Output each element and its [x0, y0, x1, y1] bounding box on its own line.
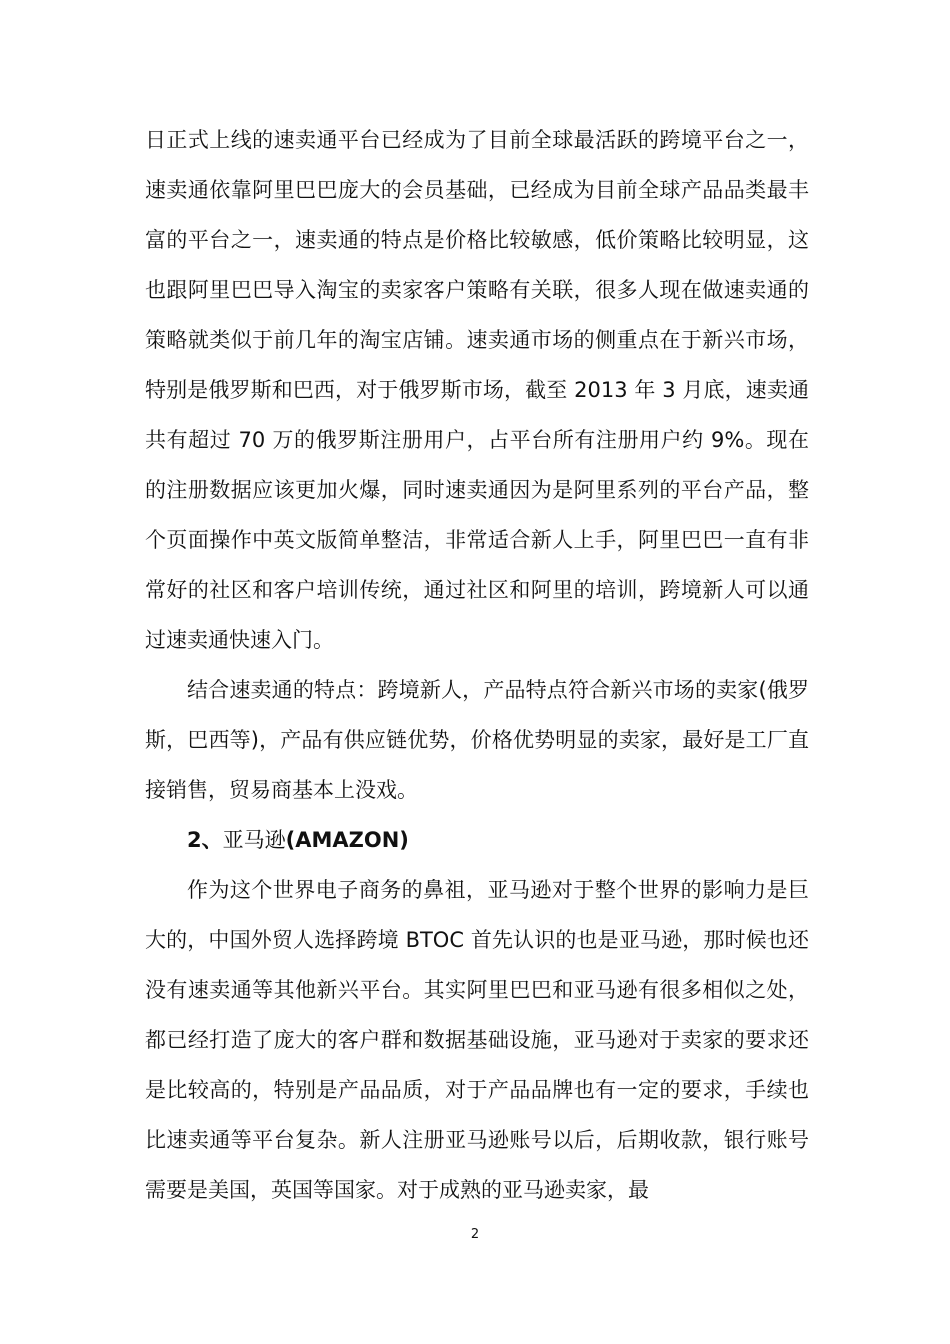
paragraph-sumaitong-intro: 日正式上线的速卖通平台已经成为了目前全球最活跃的跨境平台之一，速卖通依靠阿里巴巴庞大的会员基础，已经成为目前全球产品品类最丰富的平台之一，速卖通的特点是价格比较敏感，低价策略比较明显，这也跟阿里巴巴导入淘宝的卖家客户策略有关联，很多人现在做速卖通的策略就类似于前几年的淘宝店铺。速卖通市场的侧重点在于新兴市场，特别是俄罗斯和巴西，对于俄罗斯市场，截至 2013 年 3 月底，速卖通共有超过 70 万的俄罗斯注册用户，占平台所有注册用户约 9%。现在的注册数据应该更加火爆，同时速卖通因为是阿里系列的平台产品，整个页面操作中英文版简单整洁，非常适合新人上手，阿里巴巴一直有非常好的社区和客户培训传统，通过社区和阿里的培训，跨境新人可以通过速卖通快速入门。 [145, 128, 809, 652]
section-heading-amazon [145, 815, 809, 865]
heading-title-cn: 亚马逊 [222, 828, 286, 852]
page-body [145, 115, 809, 1215]
page-number: 2 [470, 1227, 480, 1242]
heading-number: 2、 [187, 828, 223, 852]
heading-title-en: (AMAZON) [285, 828, 409, 852]
paragraph-sumaitong-summary: 结合速卖通的特点：跨境新人，产品特点符合新兴市场的卖家(俄罗斯，巴西等)，产品有供应链优势，价格优势明显的卖家，最好是工厂直接销售，贸易商基本上没戏。 [145, 678, 809, 802]
paragraph-amazon-intro: 作为这个世界电子商务的鼻祖，亚马逊对于整个世界的影响力是巨大的，中国外贸人选择跨境 BTOC 首先认识的也是亚马逊，那时候也还没有速卖通等其他新兴平台。其实阿里巴巴和亚马逊有很多相似之处，都已经打造了庞大的客户群和数据基础设施，亚马逊对于卖家的要求还是比较高的，特别是产品品质，对于产品品牌也有一定的要求，手续也比速卖通等平台复杂。新人注册亚马逊账号以后，后期收款，银行账号需要是美国，英国等国家。对于成熟的亚马逊卖家，最 [145, 878, 809, 1202]
